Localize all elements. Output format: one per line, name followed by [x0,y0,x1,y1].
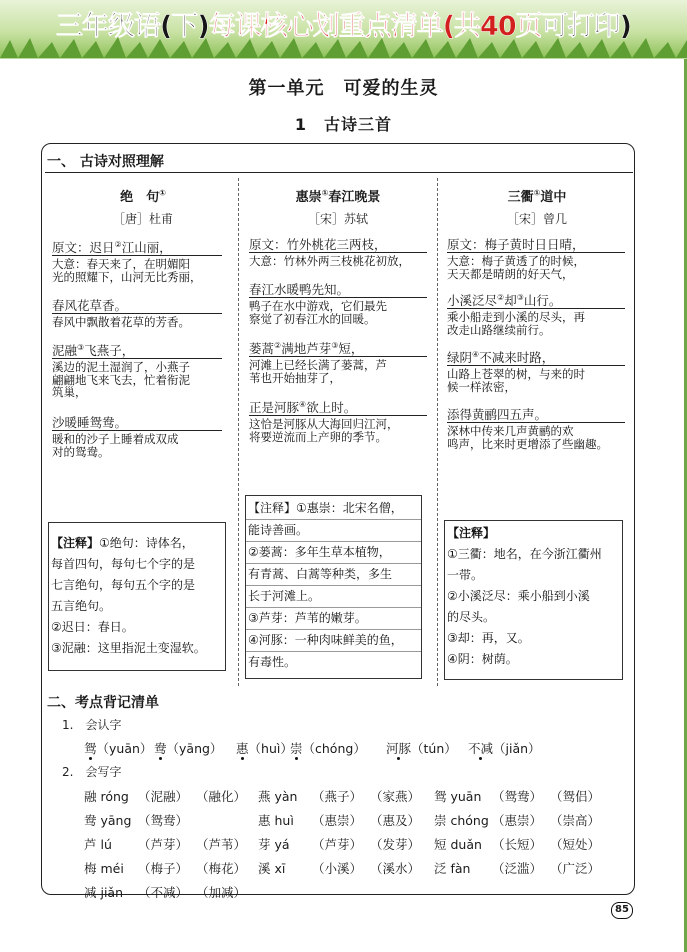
write-char: 梅 méi [84,861,124,876]
banner-title-grade: 三年级语(下) [56,11,209,42]
column-divider [238,178,239,686]
poem-meaning: 山路上苍翠的树，与来的时 候一样浓密， [447,367,585,394]
column-divider [437,178,438,686]
write-word: （芦芽） [312,837,363,852]
recognize-item: 鸯（yāng） [154,741,223,756]
line-underline [447,308,625,309]
write-char: 崇 chóng [434,813,489,828]
write-char: 泛 fàn [434,861,471,876]
write-char: 溪 xī [258,861,286,876]
poem-line: 沙暖睡鸳鸯。 [52,415,128,430]
poem-line: 原文：竹外桃花三两枝， [249,237,387,252]
poem-line: 泥融③飞燕子， [52,342,135,358]
write-char: 芽 yá [258,837,290,852]
write-char: 燕 yàn [258,789,298,804]
write-char: 芦 lú [84,837,112,852]
lesson-title: 1 古诗三首 [294,115,393,134]
line-underline [249,252,427,253]
line-underline [447,252,625,253]
recognize-item: 不减（jiǎn） [468,741,541,756]
line-underline [249,356,427,357]
banner-title-print: 可打印) [541,11,631,42]
write-word: （小溪） [312,861,363,876]
banner-title [0,4,687,43]
section-title: 二、考点背记清单 [47,695,159,711]
poem-meaning: 大意：春天来了，在明媚阳 光的照耀下，山河无比秀丽， [52,257,202,284]
poem-line: 春风花草香。 [52,298,128,313]
write-char: 融 róng [84,789,129,804]
write-char: 惠 huì [258,813,294,828]
write-word: （泥融） [138,789,189,804]
write-word: （鸳鸯） [138,813,189,828]
poem-meaning: 春风中飘散着花草的芳香。 [52,315,190,329]
recognize-item: 崇（chóng） [290,741,366,756]
write-word: （加减） [196,885,247,900]
poem-line: 原文：梅子黄时日日晴， [447,237,585,252]
write-word: （长短） [492,837,543,852]
write-word: （梅子） [138,861,189,876]
write-word: （不减） [138,885,189,900]
poem-meaning: 暖和的沙子上睡着成双成 对的鸳鸯。 [52,432,179,459]
write-word: （崇高） [550,813,601,828]
recognize-item: 河豚（tún） [386,741,457,756]
write-word: （芦芽） [138,837,189,852]
poem-line: 春江水暖鸭先知。 [249,282,350,297]
line-underline [447,422,625,423]
poem-meaning: 这恰是河豚从大海回归江河， 将要逆流而上产卵的季节。 [249,417,399,444]
write-word: （燕子） [312,789,363,804]
line-underline [52,358,222,359]
poem-meaning: 大意：竹林外两三枝桃花初放， [249,254,410,268]
banner-title-pages: 共40页 [454,11,542,42]
poem-meaning: 河滩上已经长满了蒌蒿，芦 苇也开始抽芽了， [249,358,387,385]
poem-line: 蒌蒿②满地芦芽③短， [249,340,364,356]
write-word: （短处） [550,837,601,852]
subsection-title: 1. 会认字 [62,718,122,732]
section-title: 一、 古诗对照理解 [47,154,164,170]
write-word: （家燕） [370,789,421,804]
line-underline [52,313,222,314]
write-word: （惠崇） [312,813,363,828]
poem-author: ［宋］苏轼 [307,212,368,226]
poem-meaning: 深林中传来几声黄鹂的欢 鸣声，比来时更增添了些幽趣。 [447,424,608,451]
subsection-title: 2. 会写字 [62,765,122,779]
write-word: （发芽） [370,837,421,852]
write-char: 鸯 yāng [84,813,132,828]
write-word: （梅花） [196,861,247,876]
note-box: 【注释】①惠崇：北宋名僧， 能诗善画。 ②蒌蒿：多年生草本植物， 有青蒿、白蒿等种类，多生 长于河滩上。 ③芦芽：芦苇的嫩芽。 ④河豚：一种肉味鲜美的鱼， 有毒性。 [245,495,422,679]
poem-line: 原文：迟日②江山丽， [52,239,172,255]
poem-line: 添得黄鹂四五声。 [447,407,548,422]
poem-meaning: 溪边的泥土湿润了，小燕子 翩翩地飞来飞去，忙着衔泥 筑巢， [52,360,190,399]
recognize-item: 鸳（yuān） [84,741,153,756]
line-underline [249,415,427,416]
poem-line: 正是河豚④欲上时。 [249,399,357,415]
write-word: （惠崇） [492,813,543,828]
line-underline [249,297,427,298]
line-underline [52,255,222,256]
poem-title: 三衢①道中 [507,188,567,205]
note-box: 【注释】①绝句：诗体名， 每首四句，每句七个字的是 七言绝句，每句五个字的是 五言绝句。 ②迟日：春日。 ③泥融：这里指泥土变湿软。 [48,522,226,671]
recognize-item: 惠（huì） [236,741,293,756]
poem-author: ［宋］曾几 [506,212,567,226]
section-divider [45,172,633,173]
write-char: 减 jiǎn [84,885,124,900]
poem-meaning: 乘小船走到小溪的尽头，再 改走山路继续前行。 [447,310,585,337]
poem-author: ［唐］杜甫 [112,212,173,226]
poem-title: 绝 句① [120,188,166,205]
write-word: （芦苇） [196,837,247,852]
write-word: （泛滥） [492,861,543,876]
write-word: （鸳侣） [550,789,601,804]
header-banner [0,0,687,58]
write-char: 鸳 yuān [434,789,482,804]
page-number: 85 [611,902,633,919]
poem-line: 小溪泛尽②却③山行。 [447,292,562,308]
write-word: （溪水） [370,861,421,876]
write-word: （鸳鸯） [492,789,543,804]
poem-meaning: 鸭子在水中游戏，它们最先 察觉了初春江水的回暖。 [249,299,387,326]
line-underline [447,365,625,366]
unit-title: 第一单元 可爱的生灵 [248,78,439,99]
poem-title: 惠崇①春江晚景 [295,188,381,205]
write-word: （广泛） [550,861,601,876]
write-char: 短 duǎn [434,837,482,852]
poem-meaning: 大意：梅子黄透了的时候， 天天都是晴朗的好天气， [447,254,585,281]
banner-divider [0,58,687,59]
poem-line: 绿阴④不减来时路， [447,349,555,365]
banner-title-main: 每课核心划重点清单( [208,11,455,42]
note-box: 【注释】 ①三衢：地名，在今浙江衢州 一带。 ②小溪泛尽：乘小船到小溪 的尽头。 ③却：再，又。 ④阴：树荫。 [444,520,623,680]
line-underline [52,430,222,431]
write-word: （惠及） [370,813,421,828]
write-word: （融化） [196,789,247,804]
